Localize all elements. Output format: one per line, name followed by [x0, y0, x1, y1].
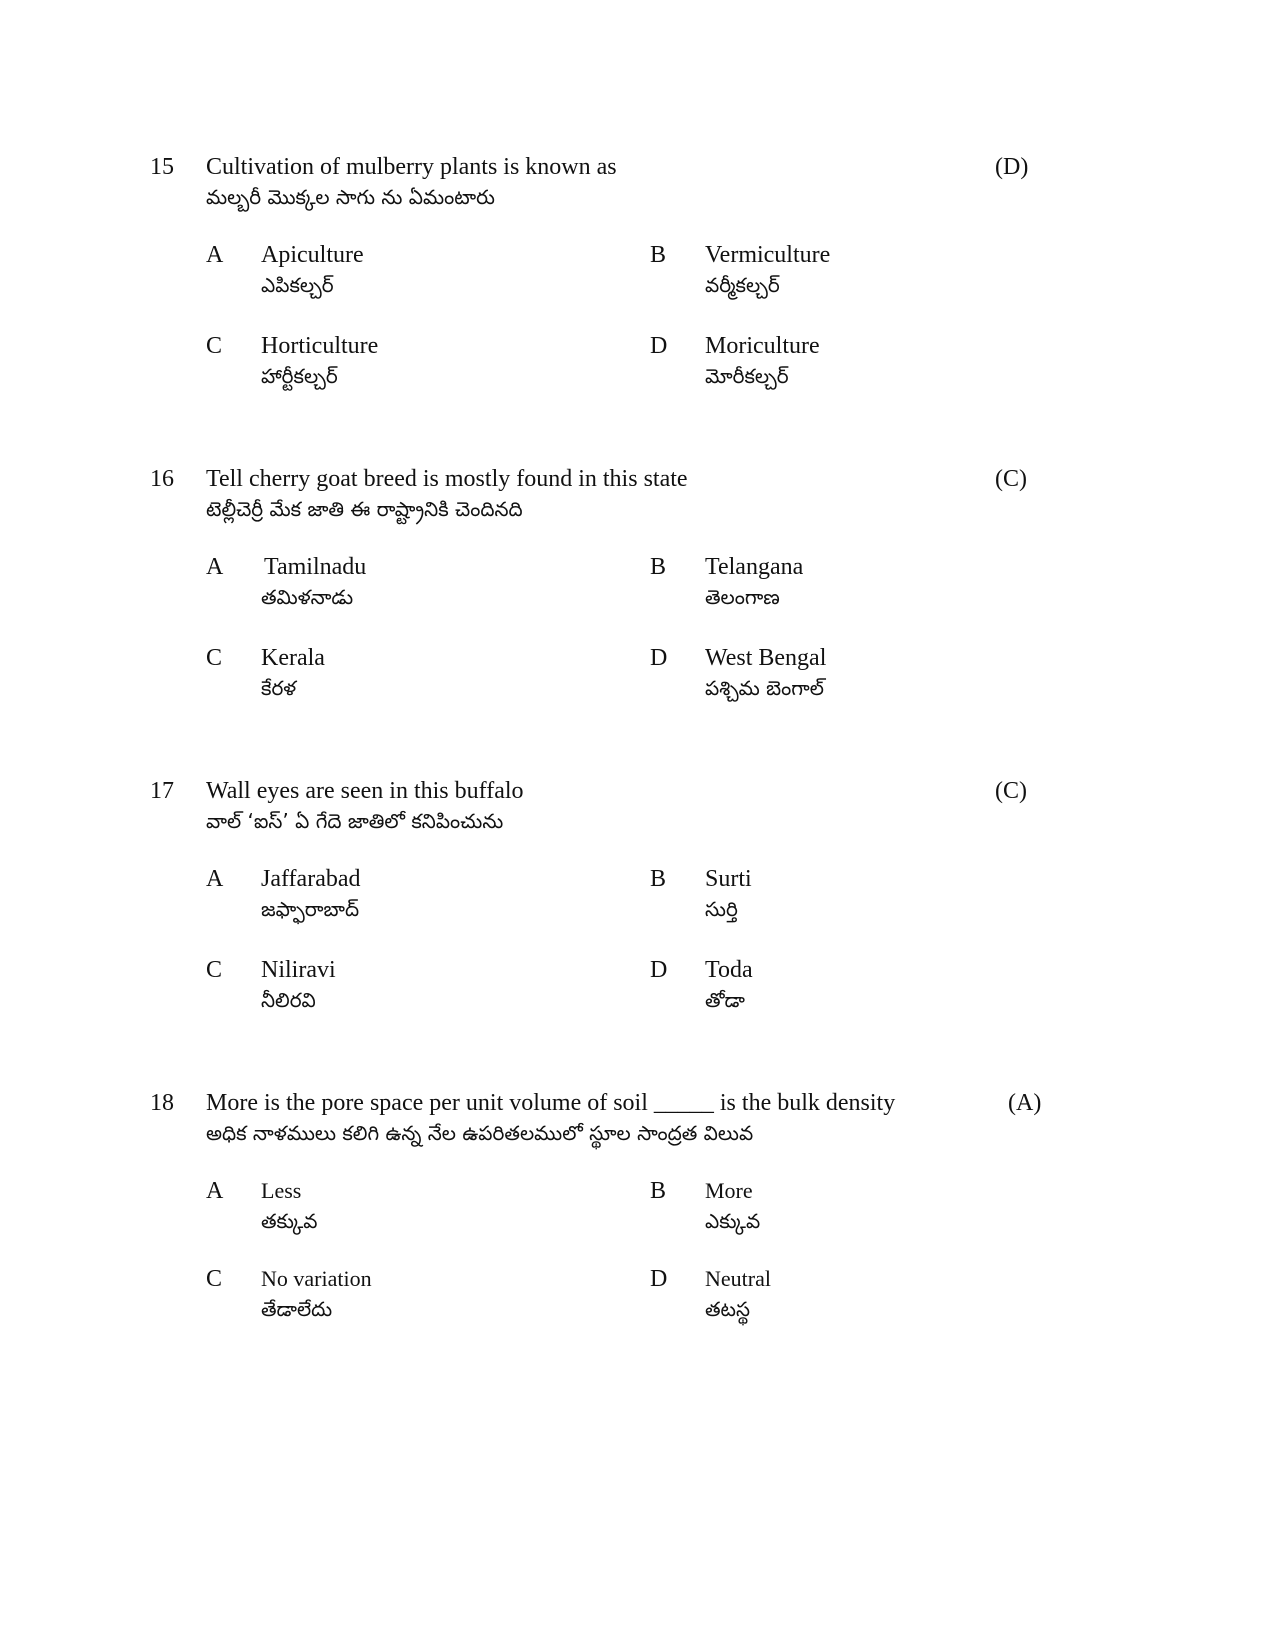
option-c — [206, 644, 626, 704]
option-text-telugu: తోడా — [705, 988, 745, 1012]
question-text-english: Wall eyes are seen in this buffalo — [206, 778, 524, 804]
option-text-english: Tamilnadu — [264, 554, 367, 580]
option-text-english: More — [705, 1178, 753, 1203]
option-text-english: Moriculture — [705, 333, 820, 359]
question-text-english: More is the pore space per unit volume of soil _____ is the bulk density — [206, 1090, 896, 1116]
option-text-english: Apiculture — [261, 242, 364, 268]
option-a — [206, 241, 626, 301]
option-text-telugu: మోరీకల్చర్ — [705, 364, 789, 388]
option-text-english: Neutral — [705, 1266, 771, 1291]
option-text-telugu: నీలిరవి — [261, 988, 316, 1012]
option-text-telugu: ఎపికల్చర్ — [261, 273, 334, 297]
option-d — [650, 956, 1070, 1016]
option-text-telugu: వర్మీకల్చర్ — [705, 273, 780, 297]
option-b — [650, 865, 1070, 925]
option-letter: C — [206, 1266, 223, 1292]
question-number: 18 — [150, 1090, 174, 1116]
option-text-english: Surti — [705, 866, 752, 892]
option-text-english: Toda — [705, 957, 753, 983]
answer-key: (C) — [995, 778, 1027, 804]
option-text-english: Vermiculture — [705, 242, 831, 268]
option-d — [650, 332, 1070, 392]
question-text-english: Tell cherry goat breed is mostly found in this state — [206, 466, 688, 492]
option-d — [650, 1265, 1070, 1325]
option-letter: C — [206, 645, 223, 671]
answer-key: (C) — [995, 466, 1027, 492]
option-text-english: West Bengal — [705, 645, 827, 671]
option-letter: B — [650, 554, 667, 580]
option-letter: A — [206, 866, 224, 892]
question-text-telugu: మల్బరీ మొక్కల సాగు ను ఏమంటారు — [206, 185, 495, 209]
question-17 — [150, 777, 1100, 1077]
option-letter: A — [206, 1178, 224, 1204]
option-letter: D — [650, 1266, 668, 1292]
answer-key: (A) — [1008, 1090, 1042, 1116]
option-text-telugu: తేడాలేదు — [261, 1297, 333, 1321]
option-text-english: No variation — [261, 1266, 372, 1291]
option-text-telugu: తెలంగాణ — [705, 585, 780, 609]
option-c — [206, 332, 626, 392]
option-text-english: Niliravi — [261, 957, 336, 983]
option-text-telugu: తక్కువ — [261, 1209, 318, 1233]
option-text-telugu: హార్టీకల్చర్ — [261, 364, 338, 388]
option-letter: C — [206, 957, 223, 983]
option-a — [206, 553, 626, 613]
option-text-english: Telangana — [705, 554, 804, 580]
question-16 — [150, 465, 1100, 765]
option-text-english: Less — [261, 1178, 302, 1203]
option-letter: D — [650, 333, 668, 359]
answer-key: (D) — [995, 154, 1029, 180]
option-text-telugu: సుర్తి — [705, 897, 738, 921]
option-text-telugu: జఫ్ఫారాబాద్ — [261, 897, 360, 921]
option-text-english: Kerala — [261, 645, 325, 671]
option-letter: B — [650, 1178, 667, 1204]
question-number: 17 — [150, 778, 174, 804]
option-text-english: Jaffarabad — [261, 866, 361, 892]
question-text-telugu: టెల్లీచెర్రీ మేక జాతి ఈ రాష్ట్రానికి చెందినది — [206, 497, 523, 521]
option-b — [650, 553, 1070, 613]
question-text-english: Cultivation of mulberry plants is known as — [206, 154, 617, 180]
option-letter: A — [206, 554, 224, 580]
option-letter: D — [650, 957, 668, 983]
option-b — [650, 241, 1070, 301]
question-number: 15 — [150, 154, 174, 180]
option-text-telugu: తమిళనాడు — [261, 585, 354, 609]
question-number: 16 — [150, 466, 174, 492]
question-text-telugu: అధిక నాళములు కలిగి ఉన్న నేల ఉపరితలములో స్థూల సాంద్రత విలువ — [206, 1121, 754, 1145]
question-15 — [150, 153, 1100, 453]
option-text-telugu: ఎక్కువ — [705, 1209, 761, 1233]
option-d — [650, 644, 1070, 704]
option-letter: B — [650, 242, 667, 268]
question-text-telugu: వాల్ ‘ఐస్’ ఏ గేదె జాతిలో కనిపించును — [206, 809, 504, 833]
option-text-telugu: తటస్థ — [705, 1297, 751, 1321]
question-18 — [150, 1089, 1100, 1389]
option-letter: D — [650, 645, 668, 671]
option-letter: C — [206, 333, 223, 359]
option-a — [206, 1177, 626, 1237]
option-letter: A — [206, 242, 224, 268]
option-a — [206, 865, 626, 925]
option-text-telugu: పశ్చిమ బెంగాల్ — [705, 676, 824, 700]
option-letter: B — [650, 866, 667, 892]
option-c — [206, 1265, 626, 1325]
option-text-telugu: కేరళ — [261, 676, 297, 700]
option-b — [650, 1177, 1070, 1237]
option-c — [206, 956, 626, 1016]
option-text-english: Horticulture — [261, 333, 379, 359]
